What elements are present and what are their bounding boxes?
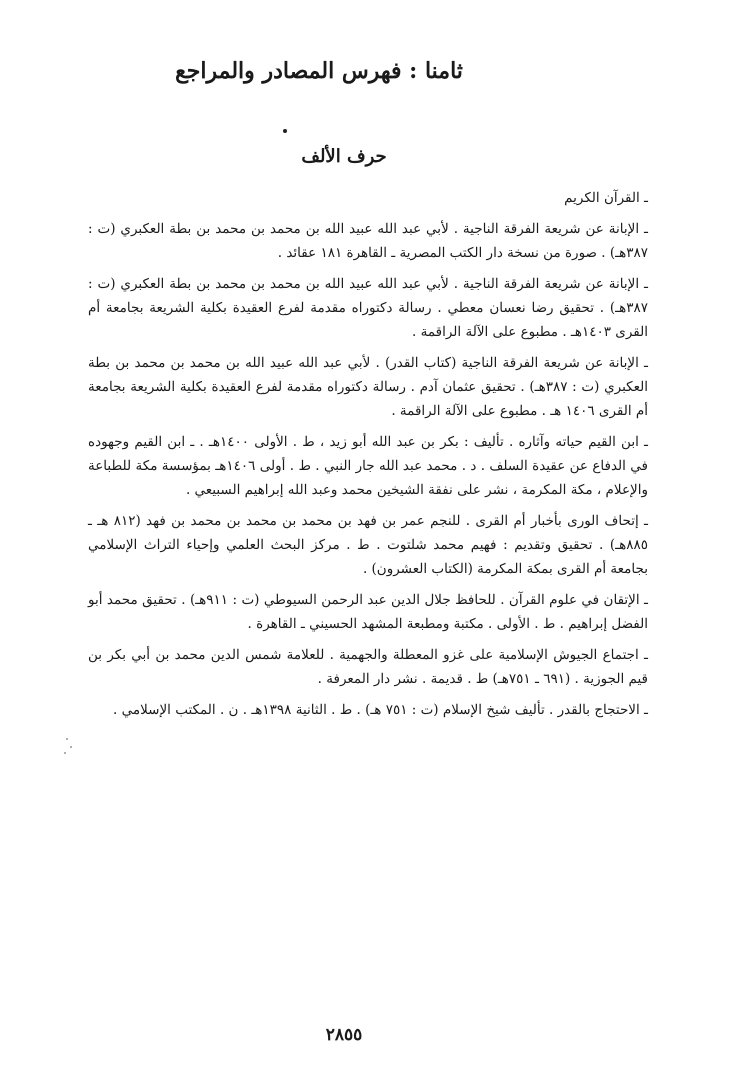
bibliography-entry: ـ الاحتجاج بالقدر . تأليف شيخ الإسلام (ت : ٧٥١ هـ) . ط . الثانية ١٣٩٨هـ . ن . المكتب الإسلامي . bbox=[113, 702, 648, 718]
bibliography-entry: ـ إتحاف الورى بأخبار أم القرى . للنجم عمر بن فهد بن محمد بن محمد بن محمد بن فهد (٨١٢ هـ ـ ٨٨٥هـ) . تحقيق وتقديم : فهيم محمد شلتوت . ط . مركز البحث العلمي وإحياء التراث الإسلامي بجامعة أم القرى بمكة المكرمة (الكتاب العشرون) . bbox=[88, 513, 648, 577]
ink-dot bbox=[283, 129, 287, 133]
bibliography-entry: ـ الإتقان في علوم القرآن . للحافظ جلال الدين عبد الرحمن السيوطي (ت : ٩١١هـ) . تحقيق محمد أبو الفضل إبراهيم . ط . الأولى . مكتبة ومطبعة المشهد الحسيني ـ القاهرة . bbox=[88, 592, 649, 632]
page-title: ثامنا : فهرس المصادر والمراجع bbox=[175, 58, 463, 84]
bibliography-entry: ـ الإبانة عن شريعة الفرقة الناجية (كتاب القدر) . لأبي عبد الله عبيد الله بن محمد بن محمد بن بطة العكبري (ت : ٣٨٧هـ) . تحقيق عثمان آدم . رسالة دكتوراه مقدمة لفرع العقيدة بكلية الشريعة بجامعة أم القرى ١٤٠٦ هـ . مطبوع على الآلة الراقمة . bbox=[88, 355, 648, 419]
bibliography-list bbox=[88, 186, 648, 729]
scan-speck bbox=[64, 752, 66, 754]
page-number: ٢٨٥٥ bbox=[325, 1025, 363, 1045]
scan-speck bbox=[70, 746, 72, 748]
bibliography-entry: ـ ابن القيم حياته وآثاره . تأليف : بكر بن عبد الله أبو زيد ، ط . الأولى ١٤٠٠هـ . ـ ابن القيم وجهوده في الدفاع عن عقيدة السلف . د . محمد عبد الله جار النبي . ط . أولى ١٤٠٦هـ بمؤسسة مكة للطباعة والإعلام ، مكة المكرمة ، نشر على نفقة الشيخين محمد وعبد الله إبراهيم السبيعي . bbox=[88, 434, 648, 498]
bibliography-entry: ـ الإبانة عن شريعة الفرقة الناجية . لأبي عبد الله عبيد الله بن محمد بن محمد بن بطة العكبري (ت : ٣٨٧هـ) . تحقيق رضا نعسان معطي . رسالة دكتوراه مقدمة لفرع العقيدة بكلية الشريعة بجامعة أم القرى ١٤٠٣هـ . مطبوع على الآلة الراقمة . bbox=[88, 276, 649, 340]
scan-speck bbox=[66, 738, 68, 740]
bibliography-entry: ـ القرآن الكريم bbox=[564, 190, 648, 206]
bibliography-entry: ـ اجتماع الجيوش الإسلامية على غزو المعطلة والجهمية . للعلامة شمس الدين محمد بن أبي بكر بن قيم الجوزية . (٦٩١ ـ ٧٥١هـ) ط . قديمة . نشر دار المعرفة . bbox=[88, 647, 648, 687]
bibliography-entry: ـ الإبانة عن شريعة الفرقة الناجية . لأبي عبد الله عبيد الله بن محمد بن محمد بن بطة العكبري (ت : ٣٨٧هـ) . صورة من نسخة دار الكتب المصرية ـ القاهرة ١٨١ عقائد . bbox=[88, 221, 649, 261]
section-heading: حرف الألف bbox=[301, 146, 387, 167]
